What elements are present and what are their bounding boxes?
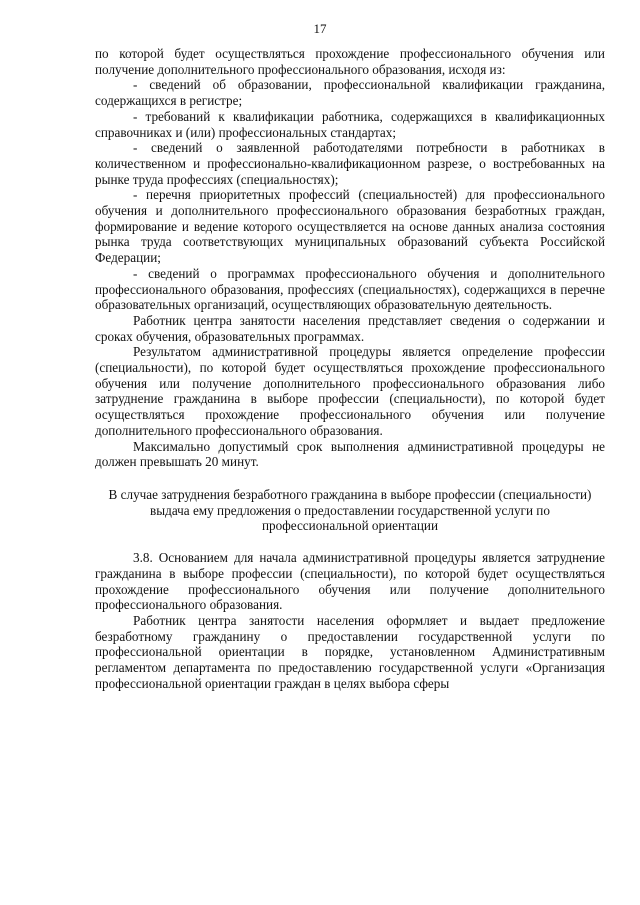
paragraph-3-8: 3.8. Основанием для начала административной процедуры является затруднение гражданина в выборе профессии (специальности), по которой будет осуществляться прохождение профессионального обучения или получение дополнительного профессионального образования. (95, 550, 605, 613)
spacer (95, 470, 605, 487)
document-body (95, 46, 605, 691)
list-item-training-programs: - сведений о программах профессионального обучения и дополнительного профессионального образования, профессиях (специальностях), содержащихся в перечне образовательных организаций, осуществляющих образовательную деятельность. (95, 265, 605, 313)
list-item-education: - сведений об образовании, профессиональной квалификации гражданина, содержащихся в регистре; (95, 77, 605, 109)
paragraph: Работник центра занятости населения оформляет и выдает предложение безработному гражданину о предоставлении государственной услуги по профессиональной ориентации в порядке, установленном Административным регламентом департамента по предоставлению государственной услуги «Организация профессиональной ориентации граждан в целях выбора сферы (95, 612, 605, 691)
paragraph: по которой будет осуществляться прохождение профессионального обучения или получение дополнительного профессионального образования, исходя из: (95, 46, 605, 77)
section-heading: В случае затруднения безработного гражданина в выборе профессии (специальности) выдача ему предложения о предоставлении государственной услуги по профессиональной ориентации (108, 486, 592, 534)
list-item-qualification-requirements: - требований к квалификации работника, содержащихся в квалификационных справочниках и (или) профессиональных стандартах; (95, 108, 605, 140)
list-item-priority-professions: - перечня приоритетных профессий (специальностей) для профессионального обучения и дополнительного профессионального образования безработных граждан, формирование и ведение которого осуществляется на основе данных анализа состояния рынка труда соответствующих муниципальных образований субъекта Российской Федерации; (95, 187, 605, 266)
paragraphs-after-heading (95, 550, 605, 691)
paragraph-max-time: Максимально допустимый срок выполнения административной процедуры не должен превышать 20 минут. (95, 438, 605, 470)
page-number: 17 (313, 21, 327, 36)
spacer (95, 534, 605, 550)
paragraph: Работник центра занятости населения представляет сведения о содержании и сроках обучения, образовательных программах. (95, 312, 605, 344)
list-item-employer-demand: - сведений о заявленной работодателями потребности в работниках в количественном и профессионально-квалификационном разрезе, о востребованных на рынке труда профессиях (специальностях); (95, 140, 605, 187)
paragraphs-before-heading (95, 46, 605, 470)
paragraph-result: Результатом административной процедуры является определение профессии (специальности), по которой будет осуществляться прохождение профессионального обучения или получение дополнительного профессионального образования либо затруднение гражданина в выборе профессии (специальности), по которой будет осуществляться прохождение профессионального обучения или получение дополнительного профессионального образования. (95, 344, 605, 438)
